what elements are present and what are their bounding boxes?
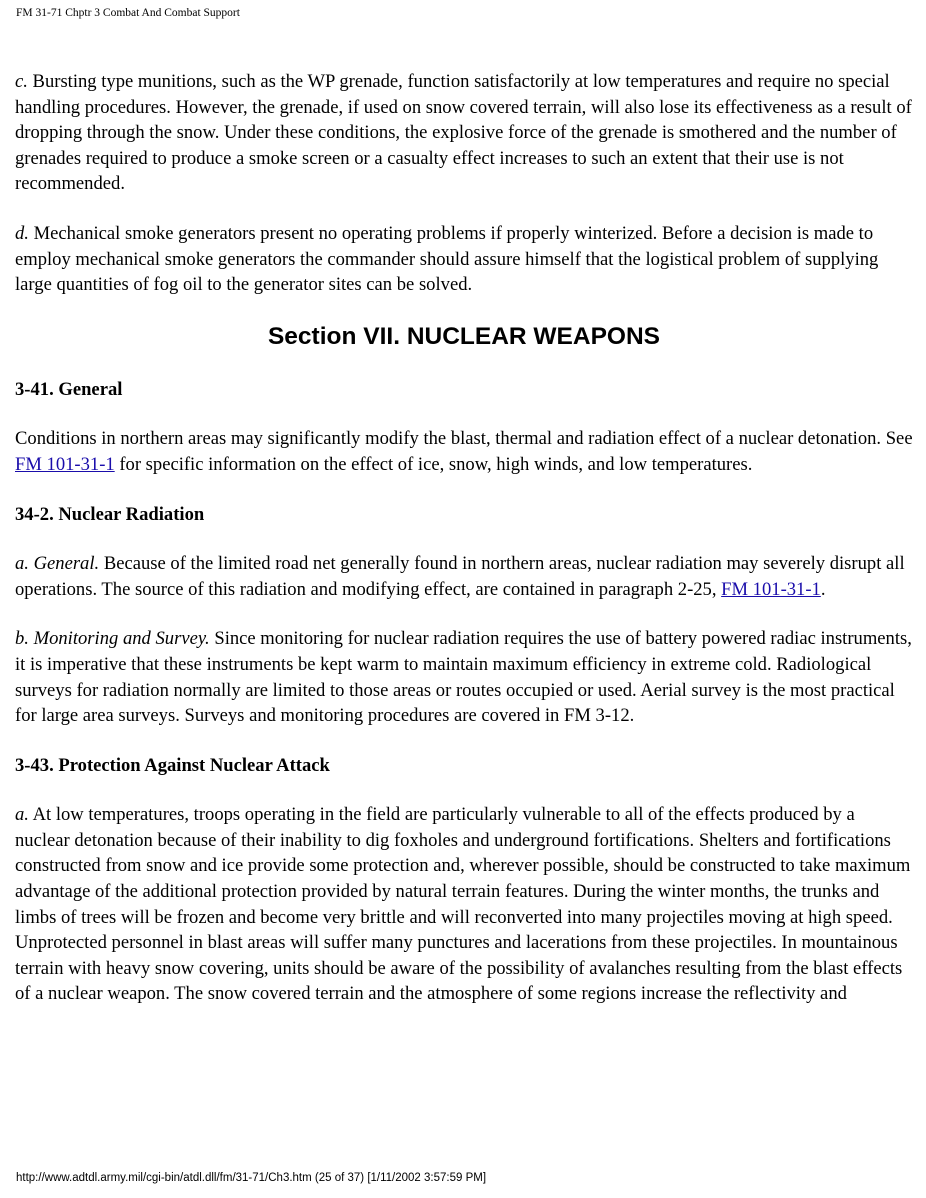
paragraph-d-smoke-generators (15, 221, 913, 298)
heading-3-43: 3-43. Protection Against Nuclear Attack (15, 754, 330, 776)
paragraph-label: c. (15, 71, 28, 92)
section-title: Section VII. NUCLEAR WEAPONS (267, 322, 661, 350)
heading-3-41: 3-41. General (15, 378, 123, 400)
heading-34-2: 34-2. Nuclear Radiation (15, 503, 205, 525)
fm-101-31-1-link[interactable]: FM 101-31-1 (721, 578, 821, 600)
paragraph-34-2-b (15, 626, 913, 728)
page-footer-url: http://www.adtdl.army.mil/cgi-bin/atdl.dll/fm/31-71/Ch3.htm (25 of 37) [1/11/2002 3:57:59 PM] (16, 1172, 487, 1184)
paragraph-label: d. (15, 222, 29, 244)
paragraph-label: b. Monitoring and Survey. (15, 628, 210, 650)
paragraph-text: At low temperatures, troops operating in the field are particularly vulnerable to all of the effects produced by a nuclear detonation because of their inability to dig foxholes and underground fortifications. Shelters and fortifications constructed from snow and ice provide some protection and, wherever possible, should be constructed to take maximum advantage of the additional protection provided by natural terrain features. During the winter months, the trunks and limbs of trees will be frozen and become very brittle and will reconverted into many projectiles moving at high speed. Unprotected personnel in blast areas will suffer many punctures and lacerations from these projectiles. In mountainous terrain with heavy snow covering, units should be aware of the possibility of avalanches resulting from the blast effects of a nuclear weapon. The snow covered terrain and the atmosphere of some regions increase the reflectivity and (15, 804, 911, 1005)
fm-101-31-1-link[interactable]: FM 101-31-1 (15, 453, 115, 475)
paragraph-34-2-a (15, 551, 913, 602)
running-header: FM 31-71 Chptr 3 Combat And Combat Support (16, 7, 240, 19)
paragraph-text: for specific information on the effect of ice, snow, high winds, and low temperatures. (114, 453, 753, 475)
paragraph-text: Mechanical smoke generators present no operating problems if properly winterized. Before a decision is made to employ mechanical smoke generators the commander should assure himself that the logistical problem of supplying large quantities of fog oil to the generator sites can be solved. (15, 222, 879, 296)
paragraph-label: a. General. (15, 553, 100, 575)
paragraph-3-41 (15, 426, 913, 477)
paragraph-text: Conditions in northern areas may significantly modify the blast, thermal and radiation effect of a nuclear detonation. See (15, 428, 913, 450)
paragraph-c-grenades (15, 69, 913, 197)
paragraph-3-43-a (15, 802, 913, 1007)
paragraph-text: Bursting type munitions, such as the WP grenade, function satisfactorily at low temperatures and require no special handling procedures. However, the grenade, if used on snow covered terrain, will also lose its effectiveness as a result of dropping through the snow. Under these conditions, the explosive force of the grenade is smothered and the number of grenades required to produce a smoke screen or a casualty effect increases to such an extent that their use is not recommended. (15, 71, 912, 195)
paragraph-text: Because of the limited road net generally found in northern areas, nuclear radiation may severely disrupt all operations. The source of this radiation and modifying effect, are contained in paragraph 2-25, (15, 553, 905, 600)
paragraph-text: . (820, 578, 826, 600)
paragraph-text: Since monitoring for nuclear radiation requires the use of battery powered radiac instruments, it is imperative that these instruments be kept warm to maintain maximum efficiency in extreme cold. Radiological surveys for radiation normally are limited to those areas or routes occupied or used. Aerial survey is the most practical for large area surveys. Surveys and monitoring procedures are covered in FM 3-12. (15, 628, 912, 727)
document-body (15, 69, 913, 1031)
paragraph-label: a. (15, 804, 29, 826)
